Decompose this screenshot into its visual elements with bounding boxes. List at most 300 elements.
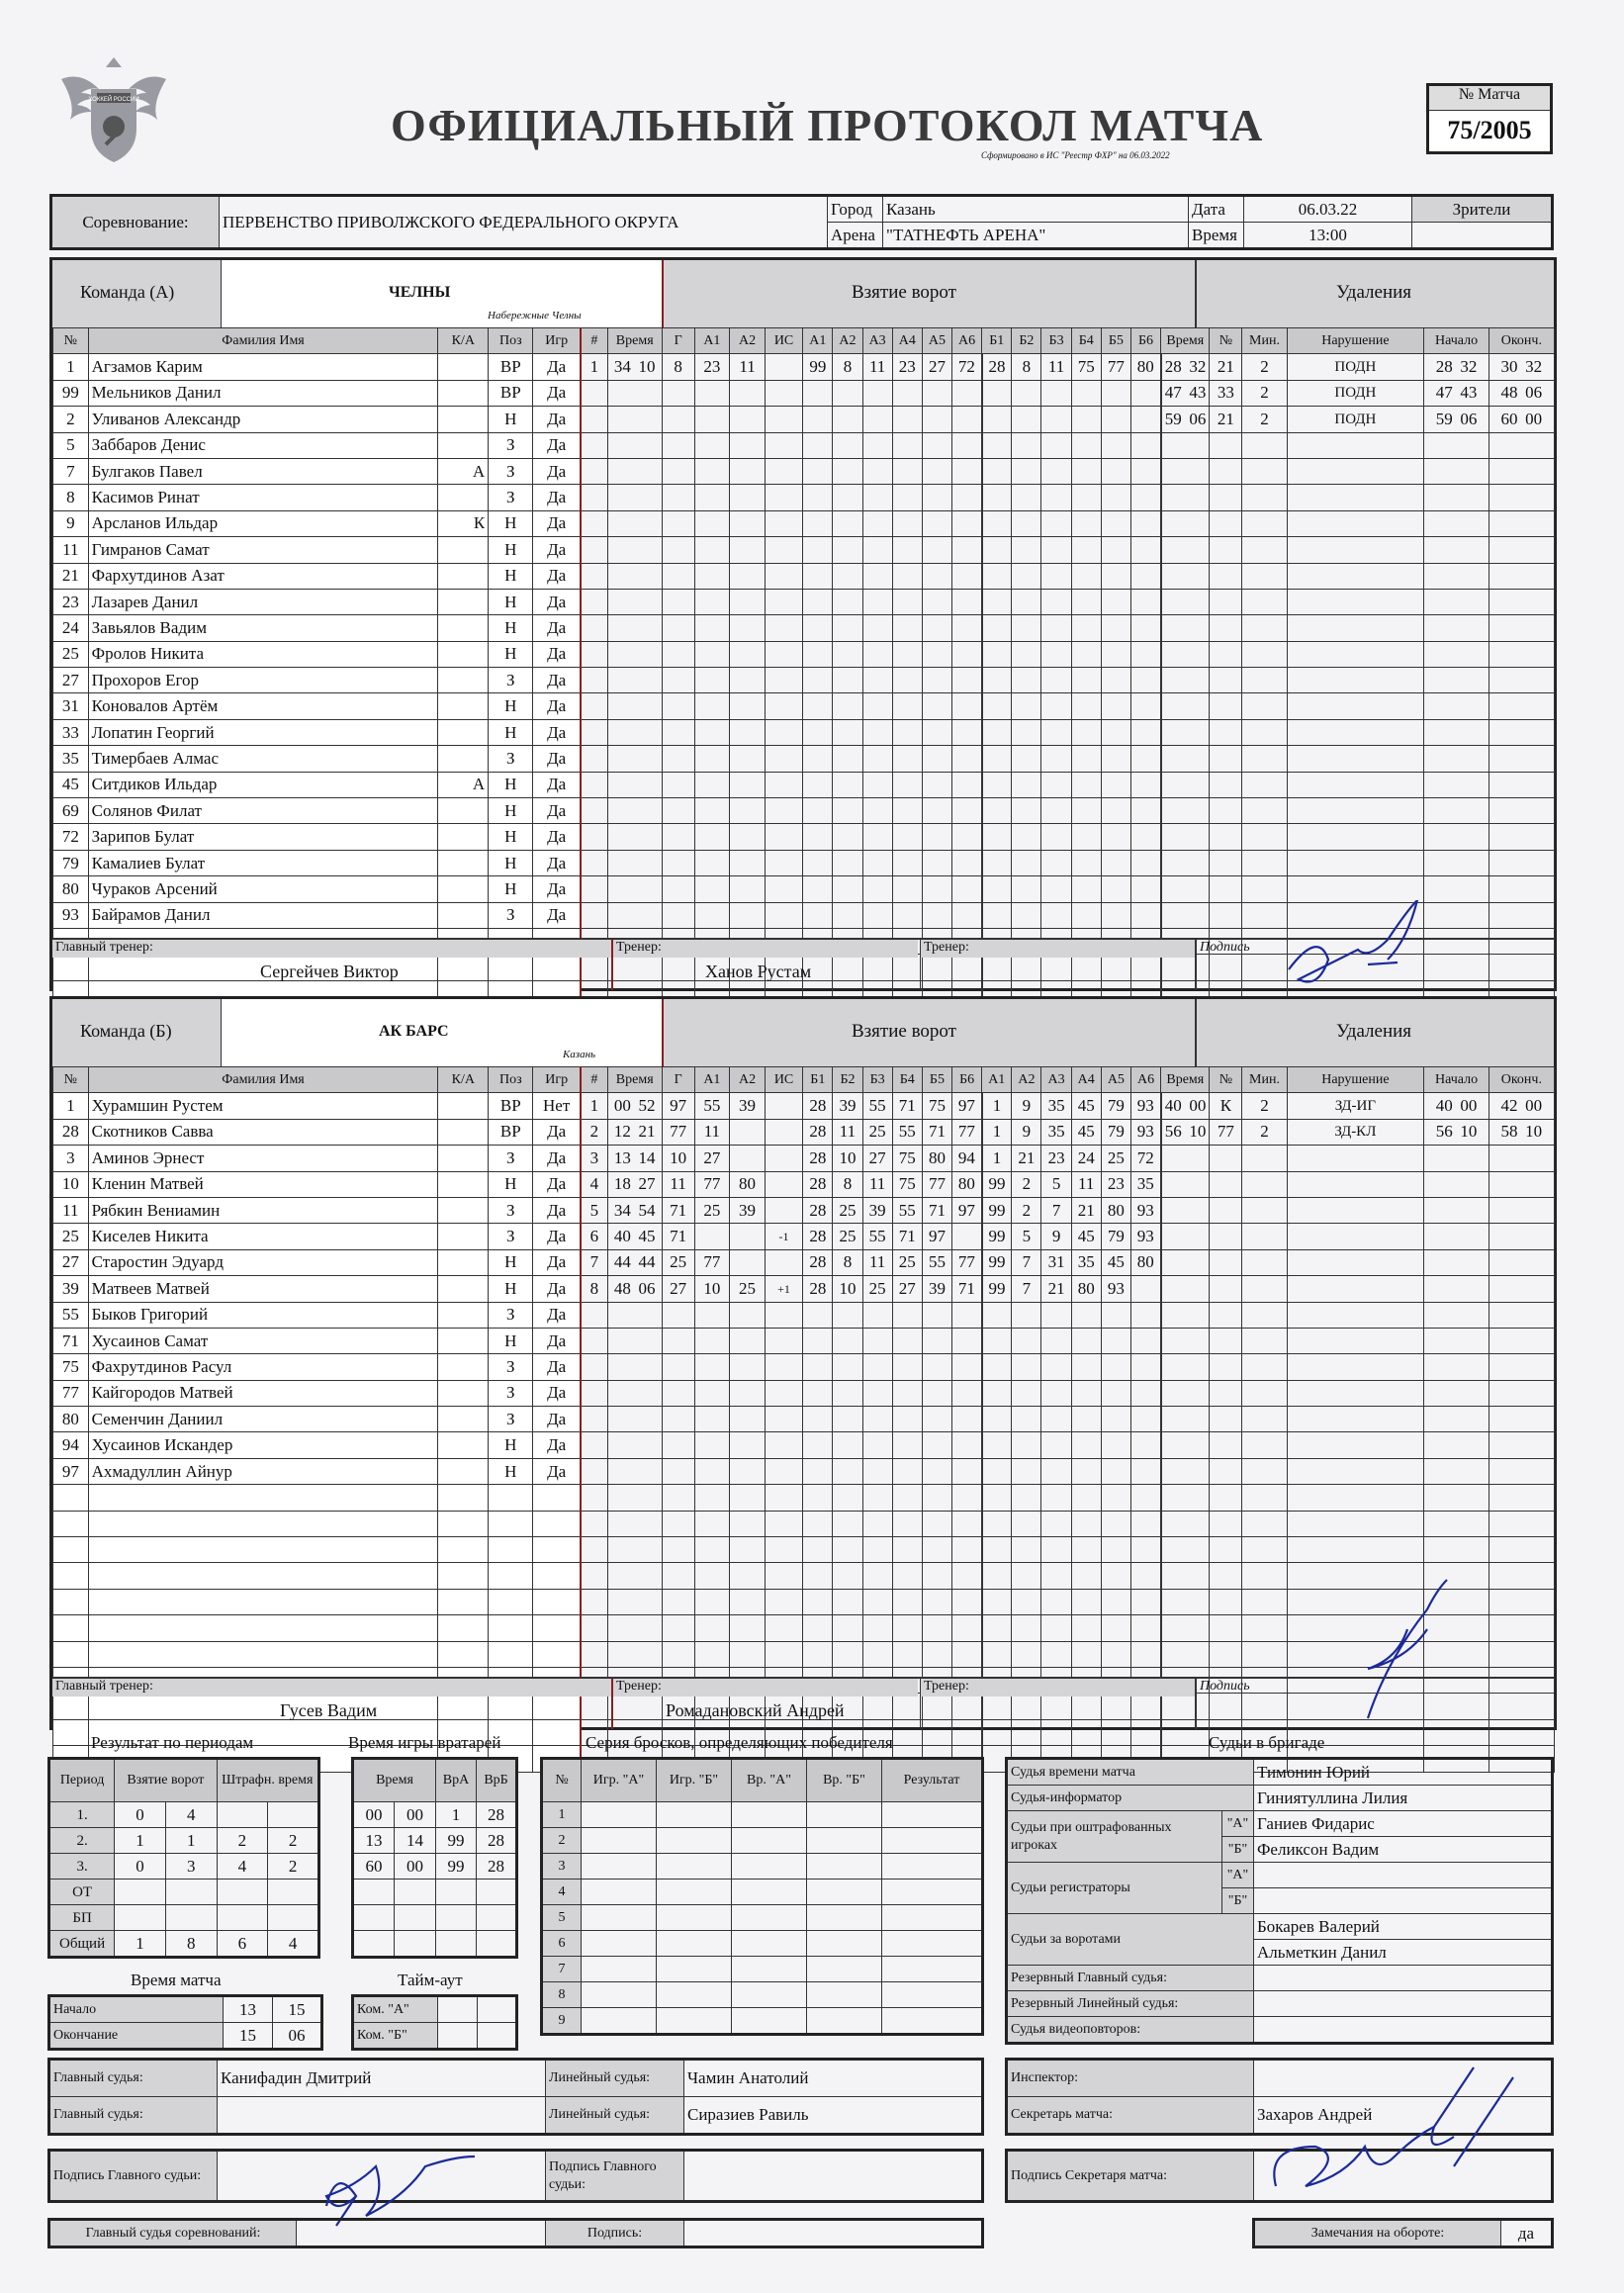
player-position: З xyxy=(489,902,533,928)
player-captain xyxy=(438,1485,489,1511)
goal-cell xyxy=(765,1458,802,1484)
onice-cell xyxy=(1071,1563,1101,1589)
goal-cell xyxy=(607,1511,662,1536)
onice-cell xyxy=(922,407,951,432)
onice-cell xyxy=(833,1380,862,1406)
penalty-cell xyxy=(1424,1224,1489,1249)
onice-cell xyxy=(1012,432,1041,458)
onice-cell xyxy=(1101,1432,1130,1458)
onice-cell xyxy=(952,458,982,484)
video-judge-label: Судья видеоповторов: xyxy=(1007,2017,1254,2044)
goal-cell xyxy=(607,1302,662,1328)
onice-cell xyxy=(982,1641,1012,1667)
onice-cell xyxy=(1071,1485,1101,1511)
penalty-cell xyxy=(1210,1276,1242,1302)
onice-cell xyxy=(1101,1511,1130,1536)
player-position: Н xyxy=(489,641,533,667)
onice-cell xyxy=(1130,537,1160,563)
penalty-cell xyxy=(1489,1380,1554,1406)
goal-cell xyxy=(694,668,730,693)
player-number: 80 xyxy=(53,876,89,902)
goal-cell xyxy=(694,380,730,406)
penalty-cell xyxy=(1161,824,1210,850)
goalie-value xyxy=(477,1931,517,1958)
onice-cell xyxy=(862,824,892,850)
onice-cell: 77 xyxy=(952,1249,982,1275)
team-a-section xyxy=(49,257,1557,991)
onice-cell: 8 xyxy=(1012,354,1041,380)
onice-cell xyxy=(1012,772,1041,797)
penalty-cell xyxy=(1424,1276,1489,1302)
onice-cell: 79 xyxy=(1101,1093,1130,1119)
onice-cell xyxy=(833,510,862,536)
goal-cell xyxy=(730,1641,766,1667)
onice-cell xyxy=(952,380,982,406)
onice-cell xyxy=(892,510,922,536)
onice-cell xyxy=(892,850,922,875)
period-value: 2 xyxy=(268,1828,319,1854)
onice-cell: 80 xyxy=(922,1146,951,1171)
onice-cell xyxy=(892,1407,922,1432)
player-number: 71 xyxy=(53,1328,89,1353)
team-a-col-header: Нарушение xyxy=(1287,328,1424,354)
onice-cell: 27 xyxy=(892,1276,922,1302)
team-b-col-header: А3 xyxy=(1041,1067,1071,1093)
penalty-cell xyxy=(1424,850,1489,875)
onice-cell xyxy=(862,902,892,928)
onice-cell xyxy=(862,1354,892,1380)
onice-cell xyxy=(922,824,951,850)
penalty-cell xyxy=(1242,798,1287,824)
penalty-cell xyxy=(1489,563,1554,589)
shootout-col-header: Вр. "А" xyxy=(732,1759,807,1802)
goal-cell xyxy=(694,641,730,667)
period-value xyxy=(165,1880,217,1905)
onice-cell: 21 xyxy=(1041,1276,1071,1302)
goal-cell xyxy=(730,1119,766,1145)
player-number: 75 xyxy=(53,1354,89,1380)
onice-cell xyxy=(833,432,862,458)
team-a-row xyxy=(53,380,1555,406)
onice-cell xyxy=(1041,589,1071,614)
goal-cell xyxy=(694,510,730,536)
onice-cell xyxy=(1101,485,1130,510)
penalty-cell xyxy=(1210,1407,1242,1432)
goal-cell xyxy=(765,641,802,667)
onice-cell xyxy=(922,1641,951,1667)
onice-cell xyxy=(833,563,862,589)
onice-cell: 71 xyxy=(892,1224,922,1249)
penalty-cell xyxy=(1489,615,1554,641)
shootout-row xyxy=(542,1880,983,1905)
team-a-row xyxy=(53,485,1555,510)
goal-cell xyxy=(581,1615,607,1641)
team-b-col-header: Фамилия Имя xyxy=(88,1067,438,1093)
player-name: Булгаков Павел xyxy=(88,458,438,484)
onice-cell xyxy=(833,589,862,614)
onice-cell xyxy=(892,641,922,667)
onice-cell xyxy=(862,589,892,614)
team-b-col-header: А2 xyxy=(730,1067,766,1093)
onice-cell xyxy=(1071,1511,1101,1536)
penalty-cell: 2 xyxy=(1242,1093,1287,1119)
onice-cell xyxy=(1012,1485,1041,1511)
goal-cell xyxy=(581,1407,607,1432)
onice-cell xyxy=(803,1302,833,1328)
onice-cell: 75 xyxy=(1071,354,1101,380)
goalie-row xyxy=(353,1880,517,1905)
onice-cell: 71 xyxy=(922,1197,951,1223)
player-played xyxy=(533,1485,581,1511)
penalty-cell xyxy=(1287,668,1424,693)
player-captain xyxy=(438,693,489,719)
team-b-penalties-title: Удаления xyxy=(1336,1021,1412,1042)
onice-cell: 99 xyxy=(982,1249,1012,1275)
goal-cell xyxy=(607,876,662,902)
goal-cell xyxy=(581,772,607,797)
team-a-row xyxy=(53,510,1555,536)
player-position: З xyxy=(489,432,533,458)
penalty-cell xyxy=(1161,1249,1210,1275)
player-number: 80 xyxy=(53,1407,89,1432)
player-number: 5 xyxy=(53,432,89,458)
goal-cell: 39 xyxy=(730,1093,766,1119)
penalty-cell xyxy=(1287,510,1424,536)
onice-cell xyxy=(1101,1589,1130,1614)
player-number: 31 xyxy=(53,693,89,719)
penalty-cell xyxy=(1287,798,1424,824)
team-a-col-header: Игр xyxy=(533,328,581,354)
goal-cell xyxy=(730,510,766,536)
penalty-cell xyxy=(1210,1537,1242,1563)
goal-cell xyxy=(607,1485,662,1511)
onice-cell: 75 xyxy=(892,1146,922,1171)
penalty-cell: 56 10 xyxy=(1161,1119,1210,1145)
penalty-cell xyxy=(1489,876,1554,902)
team-a-name: ЧЕЛНЫ xyxy=(389,284,451,301)
onice-cell: 80 xyxy=(1071,1276,1101,1302)
onice-cell: 45 xyxy=(1071,1224,1101,1249)
goal-cell: 77 xyxy=(694,1249,730,1275)
onice-cell xyxy=(1041,537,1071,563)
player-captain xyxy=(438,824,489,850)
onice-cell: 80 xyxy=(1130,1249,1160,1275)
penalty-cell xyxy=(1287,1249,1424,1275)
player-name: Солянов Филат xyxy=(88,798,438,824)
onice-cell xyxy=(982,563,1012,589)
penalty-cell xyxy=(1489,432,1554,458)
penalty-cell xyxy=(1287,693,1424,719)
onice-cell xyxy=(1130,746,1160,772)
periods-table xyxy=(47,1757,320,1959)
onice-cell xyxy=(1130,693,1160,719)
penalty-cell xyxy=(1242,1197,1287,1223)
goal-cell xyxy=(765,1563,802,1589)
period-value: 1 xyxy=(115,1931,166,1958)
goal-cell xyxy=(694,719,730,745)
penalty-cell xyxy=(1424,1171,1489,1197)
player-position: Н xyxy=(489,824,533,850)
match-time-title: Время матча xyxy=(131,1971,222,1989)
onice-cell xyxy=(982,1458,1012,1484)
onice-cell xyxy=(833,1432,862,1458)
onice-cell: 25 xyxy=(862,1276,892,1302)
goal-cell xyxy=(694,1458,730,1484)
period-value xyxy=(217,1802,268,1828)
goal-cell xyxy=(607,1615,662,1641)
onice-cell: 39 xyxy=(922,1276,951,1302)
goal-cell xyxy=(730,589,766,614)
penalty-cell xyxy=(1242,850,1287,875)
goalie-row xyxy=(353,1854,517,1880)
onice-cell xyxy=(892,1485,922,1511)
onice-cell xyxy=(1041,563,1071,589)
period-value xyxy=(217,1905,268,1931)
penalty-cell: ЗД-ИГ xyxy=(1287,1093,1424,1119)
onice-cell xyxy=(892,1511,922,1536)
period-value: 0 xyxy=(115,1854,166,1880)
onice-cell xyxy=(1041,668,1071,693)
penalty-cell xyxy=(1287,719,1424,745)
goal-cell: 55 xyxy=(694,1093,730,1119)
player-name: Старостин Эдуард xyxy=(88,1249,438,1275)
team-b-col-header: А1 xyxy=(694,1067,730,1093)
onice-cell xyxy=(1101,772,1130,797)
goal-cell xyxy=(581,1511,607,1536)
shootout-row xyxy=(542,1854,983,1880)
goal-cell xyxy=(765,668,802,693)
onice-cell xyxy=(803,510,833,536)
onice-cell xyxy=(1101,746,1130,772)
player-captain xyxy=(438,1171,489,1197)
period-row xyxy=(49,1880,319,1905)
goal-cell xyxy=(694,1485,730,1511)
onice-cell: 28 xyxy=(803,1276,833,1302)
penalty-cell xyxy=(1161,850,1210,875)
onice-cell xyxy=(1012,1407,1041,1432)
onice-cell xyxy=(1101,641,1130,667)
onice-cell xyxy=(922,1511,951,1536)
player-played: Да xyxy=(533,876,581,902)
player-played: Да xyxy=(533,1276,581,1302)
onice-cell xyxy=(1071,902,1101,928)
onice-cell xyxy=(1130,1407,1160,1432)
team-a-label: Команда (А) xyxy=(80,282,175,302)
player-played: Да xyxy=(533,537,581,563)
onice-cell xyxy=(922,1563,951,1589)
penalty-cell: 42 00 xyxy=(1489,1093,1554,1119)
player-position: Н xyxy=(489,693,533,719)
onice-cell xyxy=(1041,1380,1071,1406)
penalty-cell xyxy=(1161,1197,1210,1223)
player-captain xyxy=(438,1249,489,1275)
shootout-number: 1 xyxy=(542,1802,582,1828)
onice-cell xyxy=(892,1302,922,1328)
goal-cell xyxy=(607,615,662,641)
onice-cell xyxy=(1101,1407,1130,1432)
onice-cell: 23 xyxy=(892,354,922,380)
onice-cell: 97 xyxy=(922,1224,951,1249)
onice-cell xyxy=(1130,668,1160,693)
onice-cell xyxy=(1041,407,1071,432)
onice-cell xyxy=(862,798,892,824)
onice-cell xyxy=(1130,380,1160,406)
goal-cell xyxy=(765,380,802,406)
penalty-cell xyxy=(1210,850,1242,875)
period-value: 4 xyxy=(217,1854,268,1880)
goal-cell xyxy=(662,380,694,406)
goal-cell xyxy=(581,746,607,772)
team-a-row xyxy=(53,798,1555,824)
goalie-row xyxy=(353,1905,517,1931)
onice-cell xyxy=(1101,1563,1130,1589)
onice-cell xyxy=(862,615,892,641)
onice-cell xyxy=(892,432,922,458)
goalie-row xyxy=(353,1802,517,1828)
team-a-col-header: № xyxy=(53,328,89,354)
penalty-cell xyxy=(1161,1407,1210,1432)
onice-cell xyxy=(1130,902,1160,928)
goal-cell xyxy=(581,537,607,563)
player-played: Да xyxy=(533,1407,581,1432)
goal-cell xyxy=(730,1146,766,1171)
period-value xyxy=(268,1802,319,1828)
penalty-cell xyxy=(1424,1537,1489,1563)
onice-cell xyxy=(1101,668,1130,693)
onice-cell xyxy=(1130,1537,1160,1563)
onice-cell xyxy=(1071,1380,1101,1406)
goal-cell xyxy=(607,798,662,824)
onice-cell xyxy=(952,668,982,693)
onice-cell xyxy=(1101,407,1130,432)
player-number: 3 xyxy=(53,1146,89,1171)
onice-cell xyxy=(1041,772,1071,797)
onice-cell: 11 xyxy=(862,1171,892,1197)
goal-cell xyxy=(765,902,802,928)
period-label: 1. xyxy=(49,1802,115,1828)
goal-cell: 3 xyxy=(581,1146,607,1171)
goal-cell xyxy=(765,563,802,589)
onice-cell xyxy=(922,1407,951,1432)
goal-cell xyxy=(607,510,662,536)
onice-cell xyxy=(922,1432,951,1458)
onice-cell xyxy=(833,824,862,850)
player-captain xyxy=(438,1380,489,1406)
onice-cell xyxy=(1012,1354,1041,1380)
penalty-cell xyxy=(1242,1224,1287,1249)
player-number: 97 xyxy=(53,1458,89,1484)
goal-cell xyxy=(765,1146,802,1171)
goal-cell: 71 xyxy=(662,1197,694,1223)
onice-cell xyxy=(803,407,833,432)
penalty-cell xyxy=(1210,589,1242,614)
penalty-cell xyxy=(1161,902,1210,928)
penalty-cell xyxy=(1161,693,1210,719)
onice-cell: 35 xyxy=(1071,1249,1101,1275)
onice-cell xyxy=(1041,1485,1071,1511)
remarks-label: Замечания на обороте: xyxy=(1254,2220,1501,2247)
goal-cell xyxy=(765,719,802,745)
onice-cell xyxy=(1130,876,1160,902)
goal-cell xyxy=(694,1432,730,1458)
penalty-cell xyxy=(1424,824,1489,850)
player-name: Аминов Эрнест xyxy=(88,1146,438,1171)
onice-cell xyxy=(1041,798,1071,824)
onice-cell: 79 xyxy=(1101,1224,1130,1249)
player-captain xyxy=(438,1224,489,1249)
player-number xyxy=(53,1641,89,1667)
penalty-cell xyxy=(1287,1354,1424,1380)
onice-cell xyxy=(922,563,951,589)
onice-cell xyxy=(952,641,982,667)
onice-cell xyxy=(952,1354,982,1380)
penalty-cell xyxy=(1287,563,1424,589)
onice-cell: 93 xyxy=(1130,1224,1160,1249)
team-a-row xyxy=(53,876,1555,902)
goal-cell xyxy=(765,407,802,432)
shootout-row xyxy=(542,2008,983,2035)
onice-cell xyxy=(892,902,922,928)
goal-cell xyxy=(694,746,730,772)
penalty-cell xyxy=(1489,1589,1554,1614)
team-a-row xyxy=(53,693,1555,719)
goal-cell xyxy=(607,407,662,432)
team-b-city: Казань xyxy=(563,1049,596,1060)
goal-cell xyxy=(730,615,766,641)
team-b-coaches-row xyxy=(52,1677,1554,1729)
goal-judge-1: Бокарев Валерий xyxy=(1254,1914,1553,1940)
team-b-col-header: А2 xyxy=(1012,1067,1041,1093)
player-position xyxy=(489,1537,533,1563)
goal-cell: 97 xyxy=(662,1093,694,1119)
penalty-cell xyxy=(1424,1485,1489,1511)
penalty-cell xyxy=(1242,432,1287,458)
onice-cell xyxy=(1071,798,1101,824)
player-played: Да xyxy=(533,1119,581,1145)
penalty-cell xyxy=(1242,876,1287,902)
onice-cell xyxy=(1041,380,1071,406)
onice-cell xyxy=(1130,407,1160,432)
goalie-value: 28 xyxy=(477,1802,517,1828)
onice-cell xyxy=(803,1563,833,1589)
player-position: Н xyxy=(489,563,533,589)
onice-cell: 99 xyxy=(982,1197,1012,1223)
penalty-cell xyxy=(1424,719,1489,745)
penalty-cell xyxy=(1161,1432,1210,1458)
onice-cell xyxy=(982,458,1012,484)
onice-cell: 2 xyxy=(1012,1171,1041,1197)
onice-cell xyxy=(803,1354,833,1380)
goal-cell: 13 14 xyxy=(607,1146,662,1171)
onice-cell: 10 xyxy=(833,1146,862,1171)
onice-cell xyxy=(922,876,951,902)
goalie-time-title: Время игры вратарей xyxy=(348,1733,501,1752)
team-a-col-header: Фамилия Имя xyxy=(88,328,438,354)
team-b-row xyxy=(53,1354,1555,1380)
onice-cell xyxy=(1071,537,1101,563)
penalty-judge-b-tag: "Б" xyxy=(1222,1837,1254,1863)
goal-cell xyxy=(694,1302,730,1328)
period-label: Общий xyxy=(49,1931,115,1958)
player-number: 11 xyxy=(53,1197,89,1223)
team-b-row xyxy=(53,1119,1555,1145)
onice-cell xyxy=(833,615,862,641)
onice-cell xyxy=(952,1302,982,1328)
shootout-row xyxy=(542,1802,983,1828)
goal-cell xyxy=(662,1302,694,1328)
team-b-col-header: ИС xyxy=(765,1067,802,1093)
player-position xyxy=(489,1563,533,1589)
